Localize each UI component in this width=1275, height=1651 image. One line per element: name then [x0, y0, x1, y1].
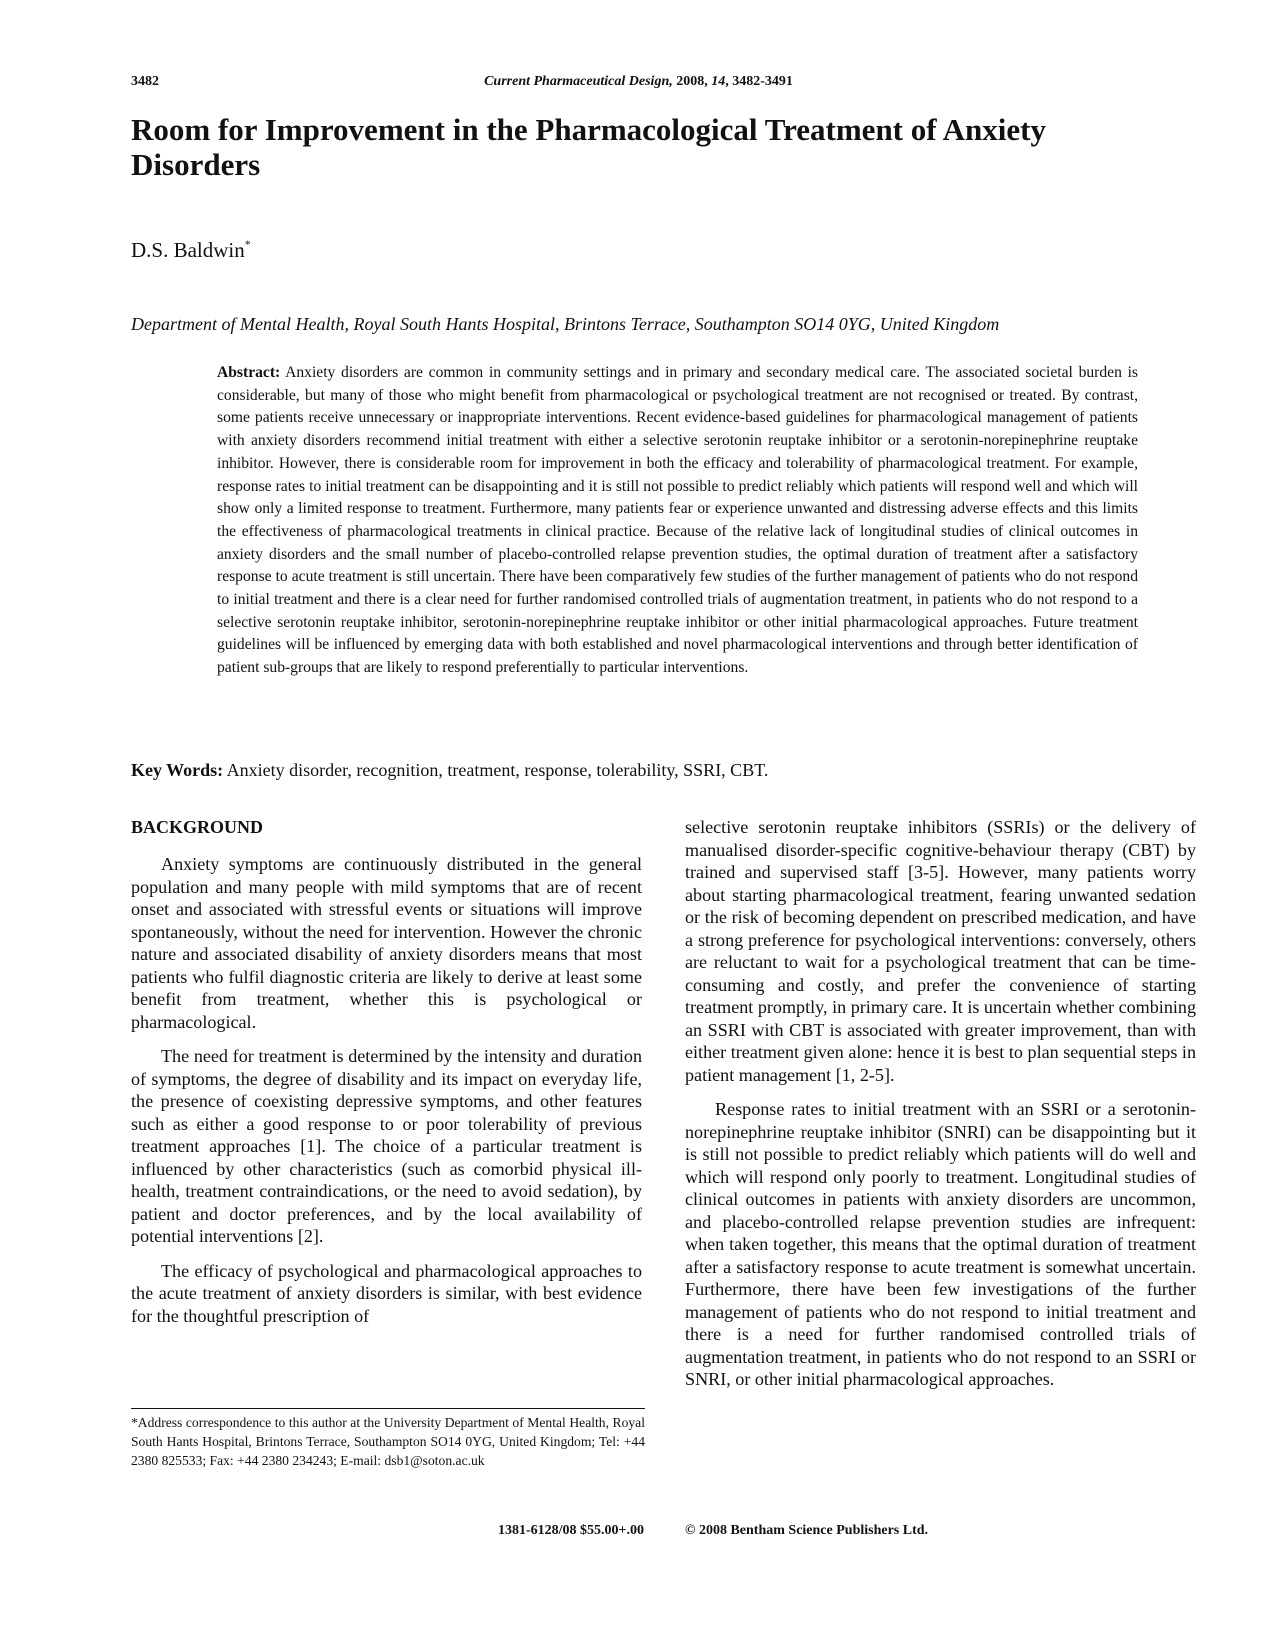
body-column-right — [685, 816, 1196, 1403]
journal-pages: , 3482-3491 — [725, 74, 793, 89]
author-footnote-mark: * — [244, 237, 251, 251]
footnote-divider — [131, 1408, 645, 1409]
copyright: © 2008 Bentham Science Publishers Ltd. — [685, 1523, 929, 1538]
journal-volume: 14 — [711, 74, 726, 89]
article-title: Room for Improvement in the Pharmacological Treatment of Anxiety Disorders — [131, 112, 1046, 182]
body-paragraph: The need for treatment is determined by the intensity and duration of symptoms, the degree of disability and its impact on everyday life, the presence of coexisting depressive symptoms, and other features such as either a good response to or poor tolerability of previous treatment approaches [1]. The choice of a particular treatment is influenced by other characteristics (such as comorbid physical ill-health, treatment contraindications, or the need to avoid sedation), by patient and doctor preferences, and by the local availability of potential interventions [2]. — [131, 1046, 642, 1246]
affiliation: Department of Mental Health, Royal South Hants Hospital, Brintons Terrace, Southampton SO14 0YG, United Kingdom — [131, 314, 1000, 334]
body-paragraph: Anxiety symptoms are continuously distributed in the general population and many people with mild symptoms that are of recent onset and associated with stressful events or situations will improve spontaneously, without the need for intervention. However the chronic nature and associated disability of anxiety disorders means that most patients who fulfil diagnostic criteria are likely to derive at least some benefit from treatment, whether this is psychological or pharmacological. — [131, 854, 642, 1032]
abstract — [217, 362, 1138, 680]
author-line — [131, 237, 251, 263]
body-paragraph: The efficacy of psychological and pharmacological approaches to the acute treatment of anxiety disorders is similar, with best evidence for the thoughtful prescription of — [131, 1260, 642, 1326]
keywords-label: Key Words: — [131, 760, 224, 780]
body-paragraph: Response rates to initial treatment with an SSRI or a serotonin-norepinephrine reuptake inhibitor (SNRI) can be disappointing but it is still not possible to predict reliably which patients will do well and which will respond only poorly to treatment. Longitudinal studies of clinical outcomes in patients with anxiety disorders are uncommon, and placebo-controlled relapse prevention studies are infrequent: when taken together, this means that the optimal duration of treatment after a satisfactory response to acute treatment is somewhat uncertain. Furthermore, there have been few investigations of the further management of patients who do not respond to initial treatment and there is a need for further randomised controlled trials of augmentation treatment, in patients who do not respond to an SSRI or SNRI, or other initial pharmacological approaches. — [685, 1099, 1196, 1389]
body-paragraph: selective serotonin reuptake inhibitors (SSRIs) or the delivery of manualised disorder-specific cognitive-behaviour therapy (CBT) by trained and supervised staff [3-5]. However, many patients worry about starting pharmacological treatment, fearing unwanted sedation or the risk of becoming dependent on prescribed medication, and have a strong preference for psychological interventions: conversely, others are reluctant to wait for a psychological treatment that can be time-consuming and costly, and prefer the convenience of starting treatment promptly, in primary care. It is uncertain whether combining an SSRI with CBT is associated with greater improvement, than with either treatment given alone: hence it is best to plan sequential steps in patient management [1, 2-5]. — [685, 817, 1196, 1085]
journal-citation — [131, 74, 1146, 90]
issn-price: 1381-6128/08 $55.00+.00 — [497, 1523, 644, 1538]
abstract-text: Anxiety disorders are common in community settings and in primary and secondary medical care. The associated societal burden is considerable, but many of those who might benefit from pharmacological or psychological treatment are not recognised or treated. By contrast, some patients receive unnecessary or inappropriate interventions. Recent evidence-based guidelines for pharmacological management of patients with anxiety disorders recommend initial treatment with either a selective serotonin reuptake inhibitor or a serotonin-norepinephrine reuptake inhibitor. However, there is considerable room for improvement in both the efficacy and tolerability of pharmacological treatment. For example, response rates to initial treatment can be disappointing and it is still not possible to predict reliably which patients will respond well and which will show only a limited response to treatment. Furthermore, many patients fear or experience unwanted and distressing adverse effects and this limits the effectiveness of pharmacological treatments in clinical practice. Because of the relative lack of longitudinal studies of clinical outcomes in anxiety disorders and the small number of placebo-controlled relapse prevention studies, the optimal duration of treatment after a satisfactory response to acute treatment is still uncertain. There have been comparatively few studies of the further management of patients who do not respond to initial treatment and there is a clear need for further randomised controlled trials of augmentation treatment, in patients who do not respond to a selective serotonin reuptake inhibitor, serotonin-norepinephrine reuptake inhibitor or other initial pharmacological approaches. Future treatment guidelines will be influenced by emerging data with both established and novel pharmacological interventions and through better identification of patient sub-groups that are likely to respond preferentially to particular interventions. — [217, 364, 1138, 677]
author-name: D.S. Baldwin — [131, 238, 245, 262]
body-column-left — [131, 816, 642, 1339]
correspondence-footnote: *Address correspondence to this author at the University Department of Mental Health, Royal South Hants Hospital, Brintons Terrace, Southampton SO14 0YG, United Kingdom; Tel: +44 2380 825533; Fax: +44 2380 234243; E-mail: dsb1@soton.ac.uk — [131, 1415, 645, 1468]
section-heading: BACKGROUND — [131, 817, 264, 837]
page-number: 3482 — [131, 74, 159, 89]
keywords — [131, 760, 768, 781]
keywords-text: Anxiety disorder, recognition, treatment, response, tolerability, SSRI, CBT. — [223, 760, 769, 780]
abstract-label: Abstract: — [217, 364, 281, 381]
journal-name: Current Pharmaceutical Design, — [484, 74, 673, 89]
journal-year: 2008, — [672, 74, 712, 89]
